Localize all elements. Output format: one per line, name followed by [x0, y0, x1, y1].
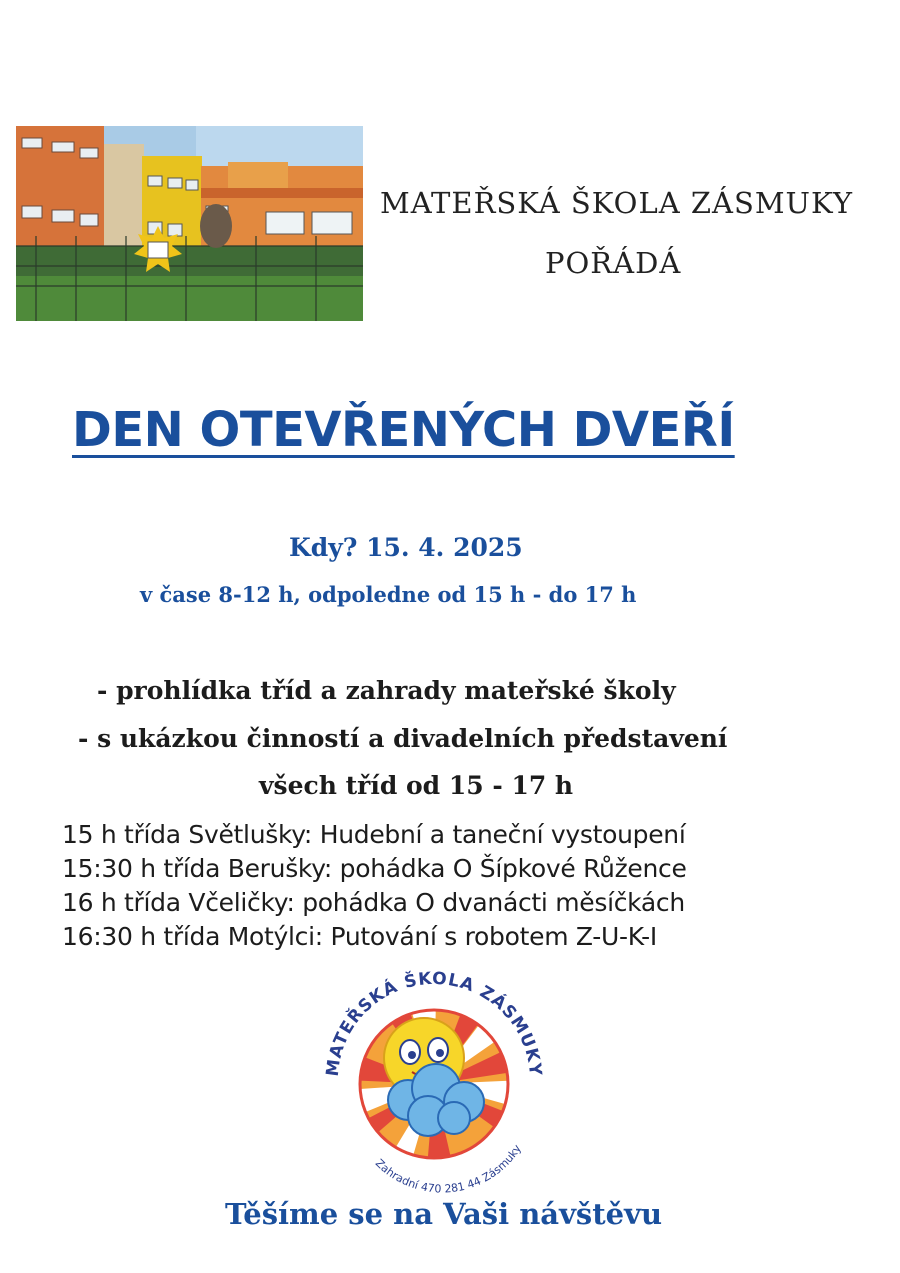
- schedule-row: 15 h třída Světlušky: Hudební a taneční vystoupení: [62, 820, 686, 849]
- school-name-heading: MATEŘSKÁ ŠKOLA ZÁSMUKY: [380, 186, 853, 220]
- schedule-list: [62, 818, 687, 954]
- organizes-heading: POŘÁDÁ: [545, 246, 682, 280]
- event-time: v čase 8-12 h, odpoledne od 15 h - do 17 h: [140, 582, 637, 607]
- svg-text:Zahradní 470 281 44 Zásmuky: Zahradní 470 281 44 Zásmuky: [372, 1142, 524, 1194]
- schedule-row: 15:30 h třída Berušky: pohádka O Šípkové Růžence: [62, 854, 687, 883]
- event-date: Kdy? 15. 4. 2025: [289, 533, 523, 562]
- closing-message: Těšíme se na Vaši návštěvu: [225, 1197, 663, 1231]
- schedule-row: 16 h třída Včeličky: pohádka O dvanácti měsíčkách: [62, 888, 685, 917]
- school-logo: [316, 960, 552, 1194]
- program-item: - s ukázkou činností a divadelních představení: [78, 724, 728, 753]
- program-item: - prohlídka tříd a zahrady mateřské školy: [97, 676, 676, 705]
- program-item: všech tříd od 15 - 17 h: [259, 771, 574, 800]
- svg-text:MATEŘSKÁ ŠKOLA ZÁSMUKY: MATEŘSKÁ ŠKOLA ZÁSMUKY: [322, 968, 546, 1078]
- schedule-row: 16:30 h třída Motýlci: Putování s robotem Z-U-K-I: [62, 922, 657, 951]
- school-building-photo: [16, 126, 363, 321]
- event-title: DEN OTEVŘENÝCH DVEŘÍ: [72, 402, 735, 458]
